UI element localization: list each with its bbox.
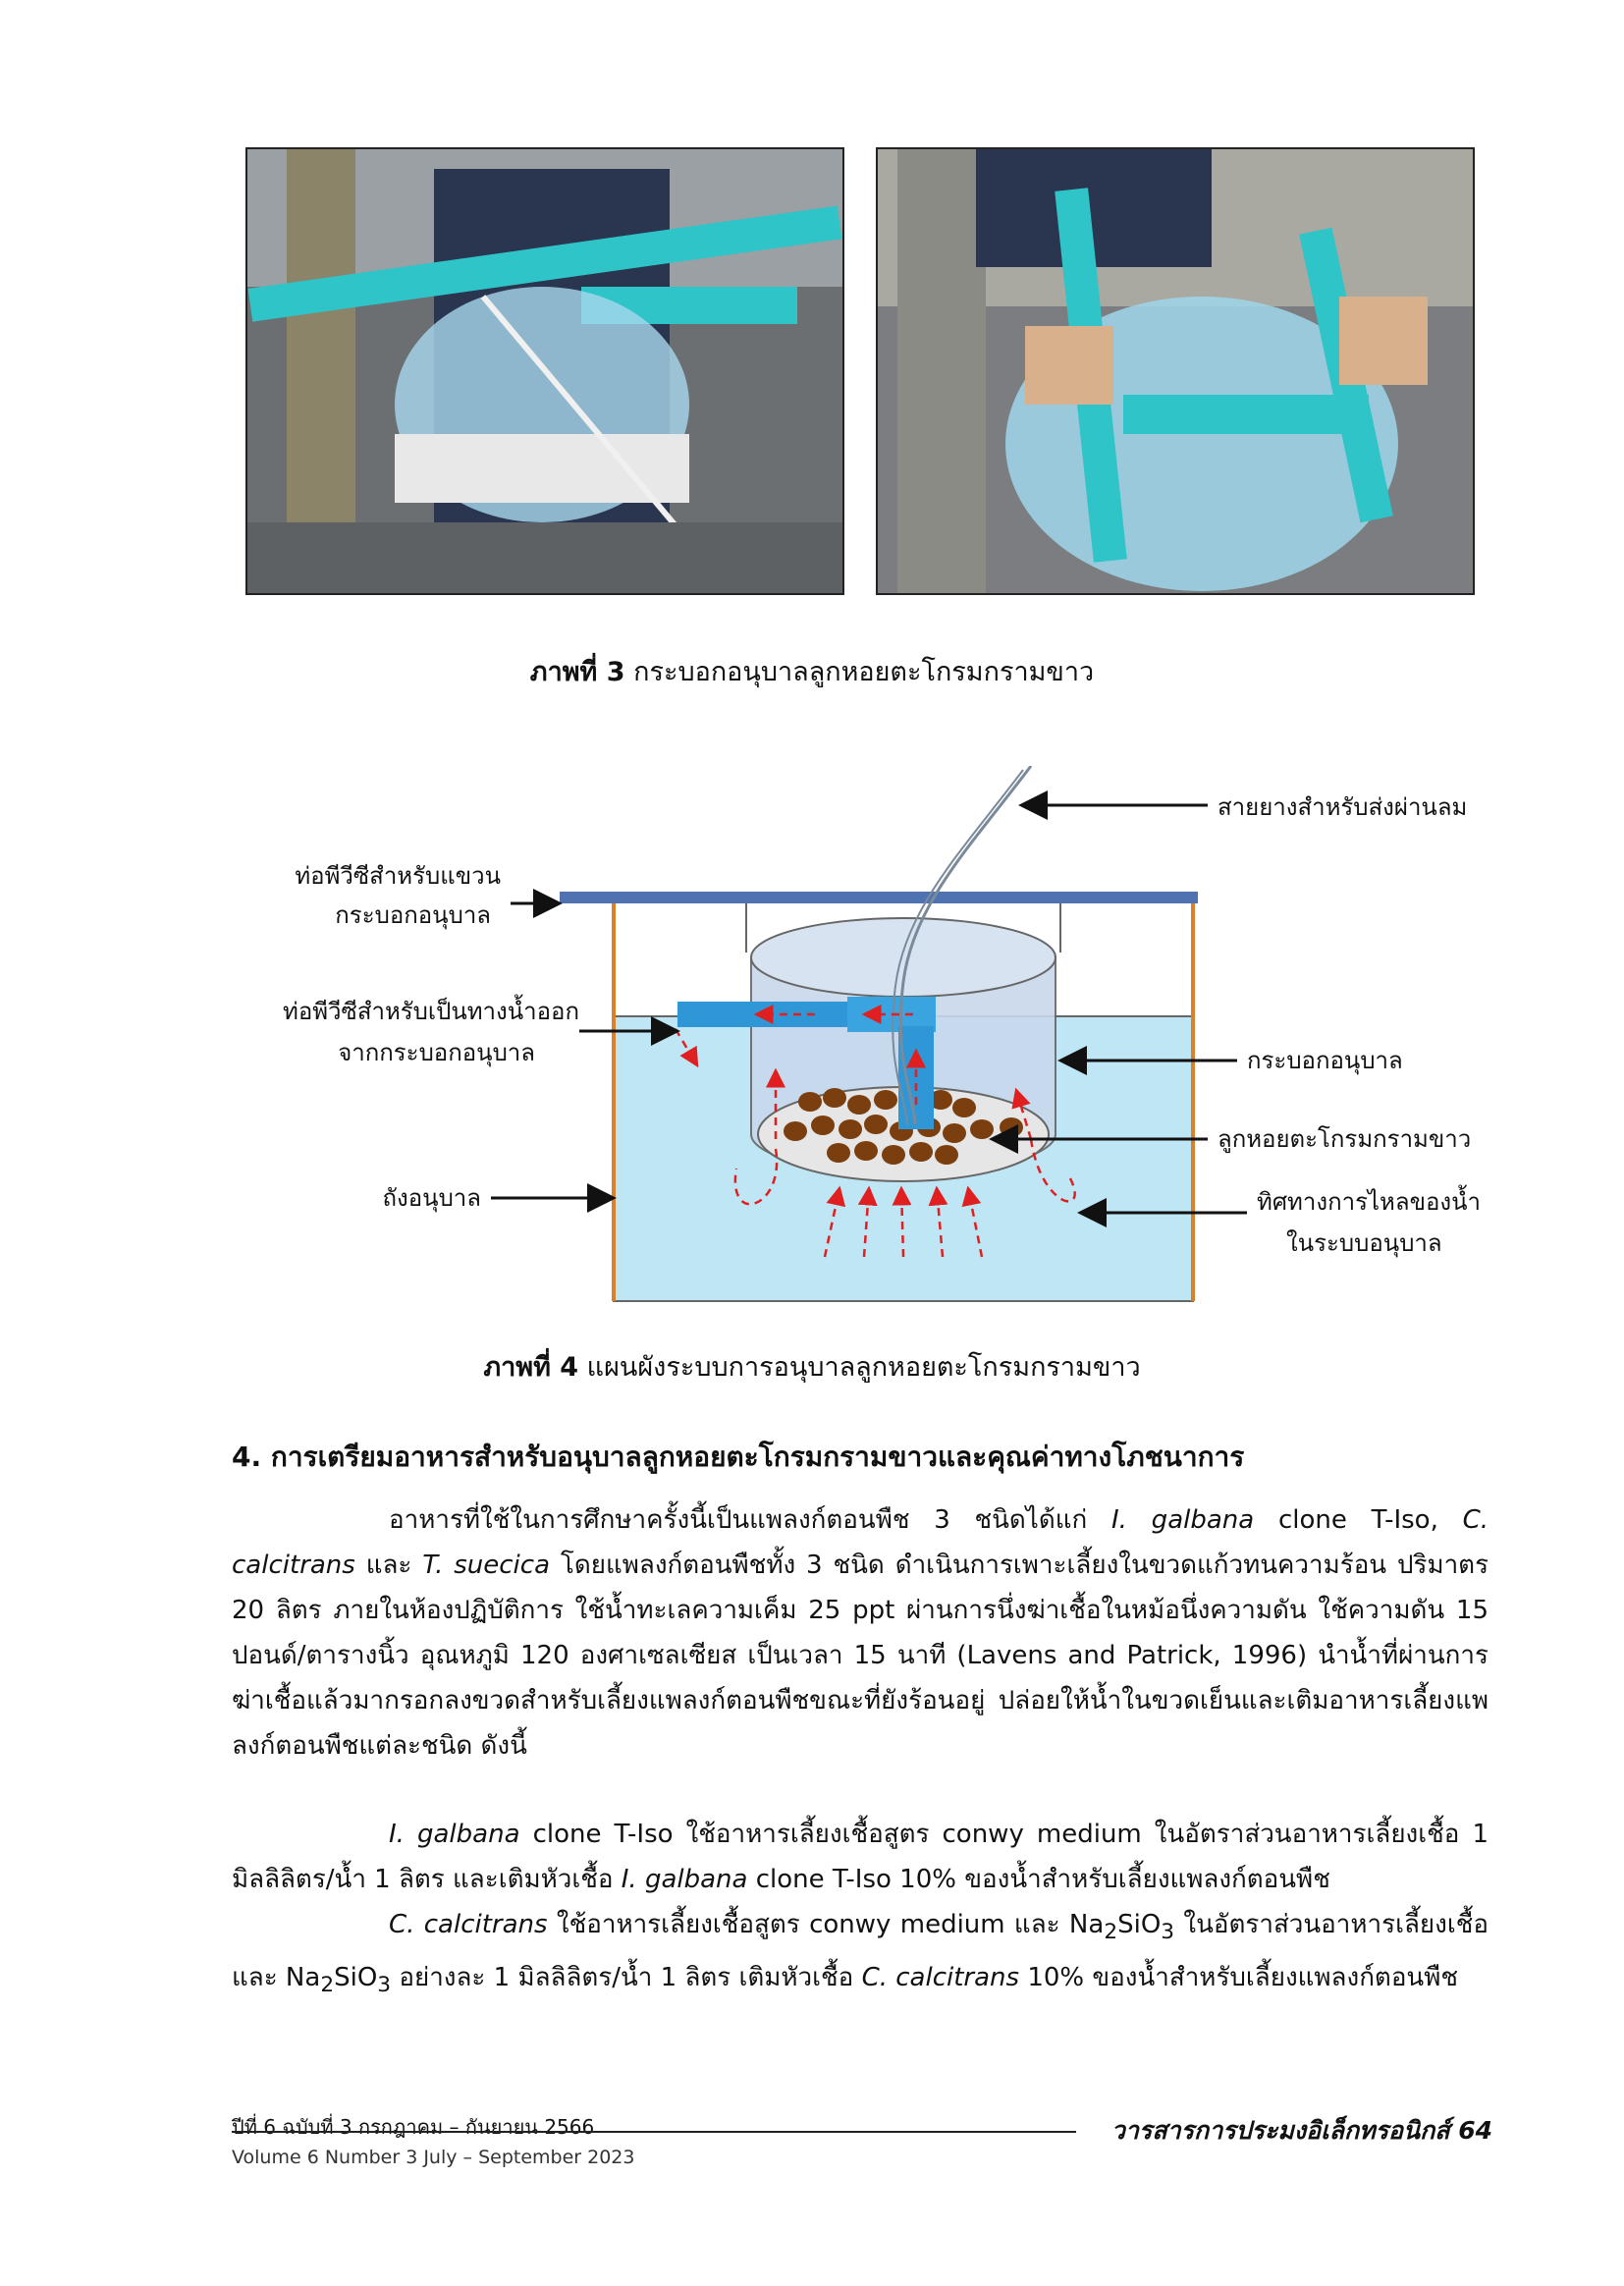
p1-text-b: clone T-Iso, [1277, 1505, 1438, 1535]
p2-text-a: clone T-Iso ใช้อาหารเลี้ยงเชื้อสูตร conwy medium ในอัตราส่วนอาหารเลี้ยงเชื้อ 1 มิลลิลิตร/น้ำ 1 ลิตร และเติมหัวเชื้อ [232, 1820, 1489, 1894]
paragraph-2 [232, 1812, 1489, 1902]
figure4-caption-text: แผนผังระบบการอนุบาลลูกหอยตะโกรมกรามขาว [586, 1352, 1141, 1383]
nursery-system-diagram [265, 766, 1522, 1316]
footer-divider [232, 2131, 1076, 2133]
p1-species-3: T. suecica [422, 1551, 551, 1580]
label-air-tube: สายยางสำหรับส่งผ่านลม [1218, 793, 1468, 821]
p1-species-1: I. galbana [1111, 1505, 1255, 1535]
label-pvc-out-2: จากกระบอกอนุบาล [338, 1039, 535, 1066]
p3-chem-1: $Na_2SiO_3$ [1068, 1910, 1175, 1945]
p3-text-a: ใช้อาหารเลี้ยงเชื้อสูตร conwy medium และ [556, 1910, 1060, 1939]
p1-text-d: โดยแพลงก์ตอนพืชทั้ง 3 ชนิด ดำเนินการเพาะเลี้ยงในขวดแก้วทนความร้อน ปริมาตร 20 ลิตร ภายในห้องปฏิบัติการ ใช้น้ำทะเลความเค็ม 25 ppt ผ่านการนึ่งฆ่าเชื้อในหม้อนึ่งความดัน ใช้ความดัน 15 ปอนด์/ตารางนิ้ว อุณหภูมิ 120 องศาเซลเซียส เป็นเวลา 15 นาที (Lavens and Patrick, 1996) นำน้ำที่ผ่านการฆ่าเชื้อแล้วมากรอกลงขวดสำหรับเลี้ยงแพลงก์ตอนพืชขณะที่ยังร้อนอยู่ ปล่อยให้น้ำในขวดเย็นและเติมอาหารเลี้ยงแพลงก์ตอนพืชแต่ละชนิด ดังนี้ [232, 1551, 1489, 1761]
p3-text-b: ในอัตราส่วนอาหารเลี้ยงเชื้อ และ [232, 1910, 1489, 1993]
label-flow-2: ในระบบอนุบาล [1286, 1229, 1442, 1257]
footer-issue-th: ปีที่ 6 ฉบับที่ 3 กรกฎาคม – กันยายน 2566 [232, 2115, 595, 2139]
p1-text-a: อาหารที่ใช้ในการศึกษาครั้งนี้เป็นแพลงก์ตอนพืช 3 ชนิดได้แก่ [389, 1505, 1088, 1535]
p3-chem-2: $Na_2SiO_3$ [285, 1963, 392, 1998]
photo-nursery-cylinder-left [245, 147, 844, 595]
footer-issue-en: Volume 6 Number 3 July – September 2023 [232, 2147, 635, 2168]
p3-text-c: อย่างละ 1 มิลลิลิตร/น้ำ 1 ลิตร เติมหัวเชื้อ [399, 1963, 854, 1993]
section-title: 4. การเตรียมอาหารสำหรับอนุบาลลูกหอยตะโกรมกรามขาวและคุณค่าทางโภชนาการ [232, 1441, 1245, 1473]
paragraph-1 [232, 1497, 1489, 1769]
label-nursery-cylinder: กระบอกอนุบาล [1247, 1047, 1403, 1074]
p3-species: C. calcitrans [389, 1910, 548, 1939]
p2-species: I. galbana [389, 1820, 520, 1849]
photo-nursery-cylinder-right [876, 147, 1475, 595]
label-pvc-hang-1: ท่อพีวีซีสำหรับแขวน [295, 862, 501, 890]
figure3-caption [0, 650, 1624, 692]
p2-species-b: I. galbana [621, 1865, 748, 1894]
paragraph-3 [232, 1902, 1489, 2008]
label-pvc-hang-2: กระบอกอนุบาล [335, 901, 491, 929]
p1-text-c: และ [365, 1551, 412, 1580]
p2-text-b: clone T-Iso 10% ของน้ำสำหรับเลี้ยงแพลงก์ตอนพืช [755, 1865, 1330, 1894]
label-nursery-tank: ถังอนุบาล [382, 1184, 481, 1212]
label-pvc-out-1: ท่อพีวีซีสำหรับเป็นทางน้ำออก [283, 998, 579, 1025]
figure3-label: ภาพที่ 3 [529, 657, 625, 687]
p3-species-b: C. calcitrans [861, 1963, 1020, 1993]
figure3-caption-text: กระบอกอนุบาลลูกหอยตะโกรมกรามขาว [633, 657, 1095, 687]
label-flow-1: ทิศทางการไหลของน้ำ [1257, 1188, 1481, 1216]
footer-journal-page: วารสารการประมงอิเล็กทรอนิกส์ 64 [1110, 2116, 1492, 2145]
pvc-hang-bar [560, 892, 1198, 903]
p1-species-2: C. calcitrans [232, 1505, 1489, 1580]
figure4-label: ภาพที่ 4 [483, 1352, 579, 1383]
label-oyster-spat: ลูกหอยตะโกรมกรามขาว [1218, 1125, 1472, 1153]
figure4-caption [0, 1345, 1624, 1388]
p3-text-d: 10% ของน้ำสำหรับเลี้ยงแพลงก์ตอนพืช [1027, 1963, 1458, 1993]
